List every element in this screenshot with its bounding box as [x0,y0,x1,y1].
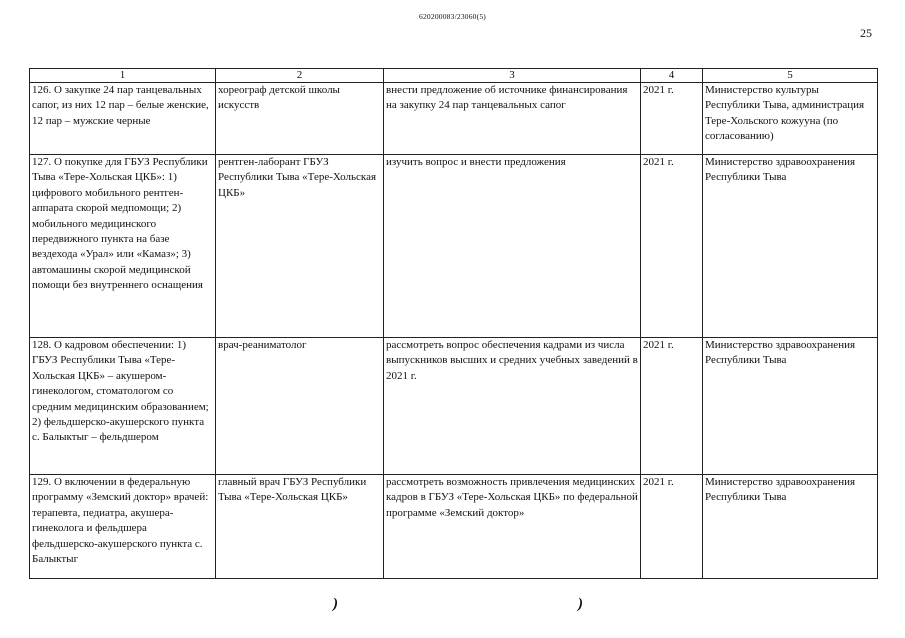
responsible-cell: Министерство здравоохранения Республики Тыва [703,155,878,338]
action-cell: рассмотреть возможность привлечения медицинских кадров в ГБУЗ «Тере-Хольская ЦКБ» по федеральной программе «Земский доктор» [384,475,641,579]
column-number-row [30,69,878,83]
requester-cell: хореограф детской школы искусств [216,83,384,155]
table-row [30,83,878,155]
table-row [30,155,878,338]
requester-cell: главный врач ГБУЗ Республики Тыва «Тере-Хольская ЦКБ» [216,475,384,579]
column-number: 4 [641,69,703,83]
responsible-cell: Министерство здравоохранения Республики Тыва [703,338,878,475]
year-cell: 2021 г. [641,83,703,155]
action-cell: внести предложение об источнике финансирования на закупку 24 пар танцевальных сапог [384,83,641,155]
footer-mark-left: ) [333,596,338,612]
topic-cell: 128. О кадровом обеспечении: 1) ГБУЗ Республики Тыва «Тере-Хольская ЦКБ» – акушером-гинекологом, стоматологом со средним медицинским образованием; 2) фельдшерско-акушерского пункта с. Балыктыг – фельдшером [30,338,216,475]
year-cell: 2021 г. [641,155,703,338]
responsible-cell: Министерство культуры Республики Тыва, администрация Тере-Хольского кожууна (по согласованию) [703,83,878,155]
document-number: 620200083/23060(5) [419,12,486,21]
column-number: 5 [703,69,878,83]
column-number: 3 [384,69,641,83]
table-row [30,338,878,475]
column-number: 2 [216,69,384,83]
requester-cell: рентген-лаборант ГБУЗ Республики Тыва «Тере-Хольская ЦКБ» [216,155,384,338]
document-table [29,68,878,579]
topic-cell: 126. О закупке 24 пар танцевальных сапог, из них 12 пар – белые женские, 12 пар – мужские черные [30,83,216,155]
table-row [30,475,878,579]
year-cell: 2021 г. [641,338,703,475]
action-cell: изучить вопрос и внести предложения [384,155,641,338]
page-number: 25 [860,26,872,40]
topic-cell: 129. О включении в федеральную программу «Земский доктор» врачей: терапевта, педиатра, акушера-гинеколога и фельдшера фельдшерско-акушерского пункта с. Балыктыг [30,475,216,579]
responsible-cell: Министерство здравоохранения Республики Тыва [703,475,878,579]
column-number: 1 [30,69,216,83]
year-cell: 2021 г. [641,475,703,579]
topic-cell: 127. О покупке для ГБУЗ Республики Тыва «Тере-Хольская ЦКБ»: 1) цифрового мобильного рентген-аппарата скорой медпомощи; 2) мобильного медицинского передвижного пункта на базе вездехода «Урал» или «Камаз»; 3) автомашины скорой медицинской помощи без внутреннего оснащения [30,155,216,338]
footer-mark-right: ) [578,596,583,612]
requester-cell: врач-реаниматолог [216,338,384,475]
action-cell: рассмотреть вопрос обеспечения кадрами из числа выпускников высших и средних учебных заведений в 2021 г. [384,338,641,475]
